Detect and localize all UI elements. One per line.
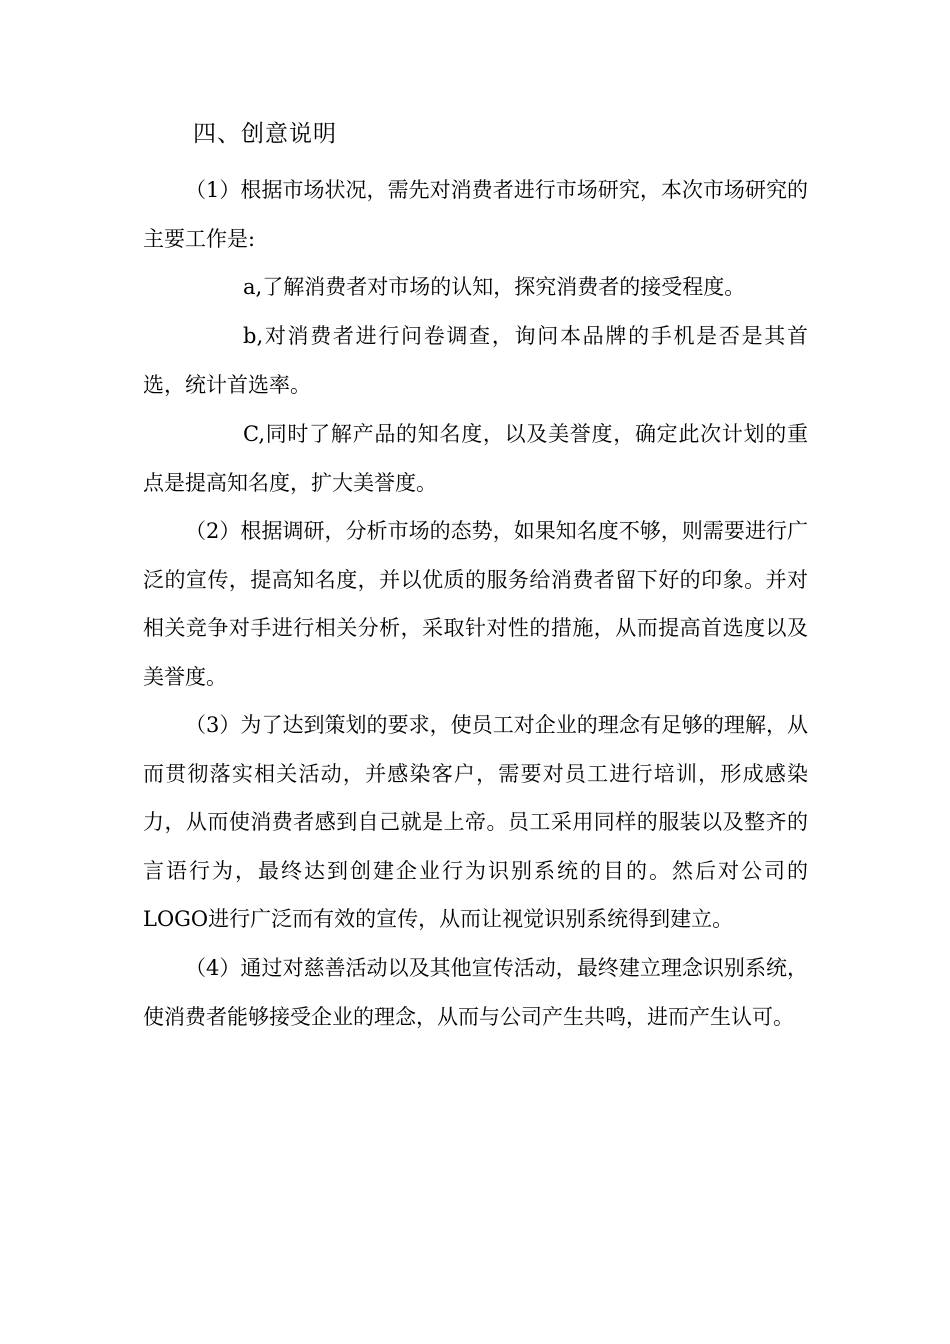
paragraph-1: （1）根据市场状况，需先对消费者进行市场研究，本次市场研究的主要工作是: — [143, 178, 808, 251]
paragraph-3: （3）为了达到策划的要求，使员工对企业的理念有足够的理解，从而贯彻落实相关活动，并感染客户，需要对员工进行培训，形成感染力，从而使消费者感到自己就是上帝。员工采用同样的服装以及整齐的言语行为，最终达到创建企业行为识别系统的目的。然后对公司的LOGO进行广泛而有效的宣传，从而让视觉识别系统得到建立。 — [143, 713, 808, 931]
paragraph-2: （2）根据调研，分析市场的态势，如果知名度不够，则需要进行广泛的宣传，提高知名度，并以优质的服务给消费者留下好的印象。并对相关竞争对手进行相关分析，采取针对性的措施，从而提高首选度以及美誉度。 — [143, 519, 808, 689]
paragraph-4: （4）通过对慈善活动以及其他宣传活动，最终建立理念识别系统，使消费者能够接受企业的理念，从而与公司产生共鸣，进而产生认可。 — [143, 956, 808, 1029]
sub-item-c: C,同时了解产品的知名度，以及美誉度，确定此次计划的重点是提高知名度，扩大美誉度。 — [143, 422, 808, 495]
sub-item-b: b,对消费者进行问卷调查，询问本品牌的手机是否是其首选，统计首选率。 — [143, 324, 808, 397]
sub-item-a: a,了解消费者对市场的认知，探究消费者的接受程度。 — [243, 275, 746, 299]
section-heading: 四、创意说明 — [193, 121, 337, 147]
